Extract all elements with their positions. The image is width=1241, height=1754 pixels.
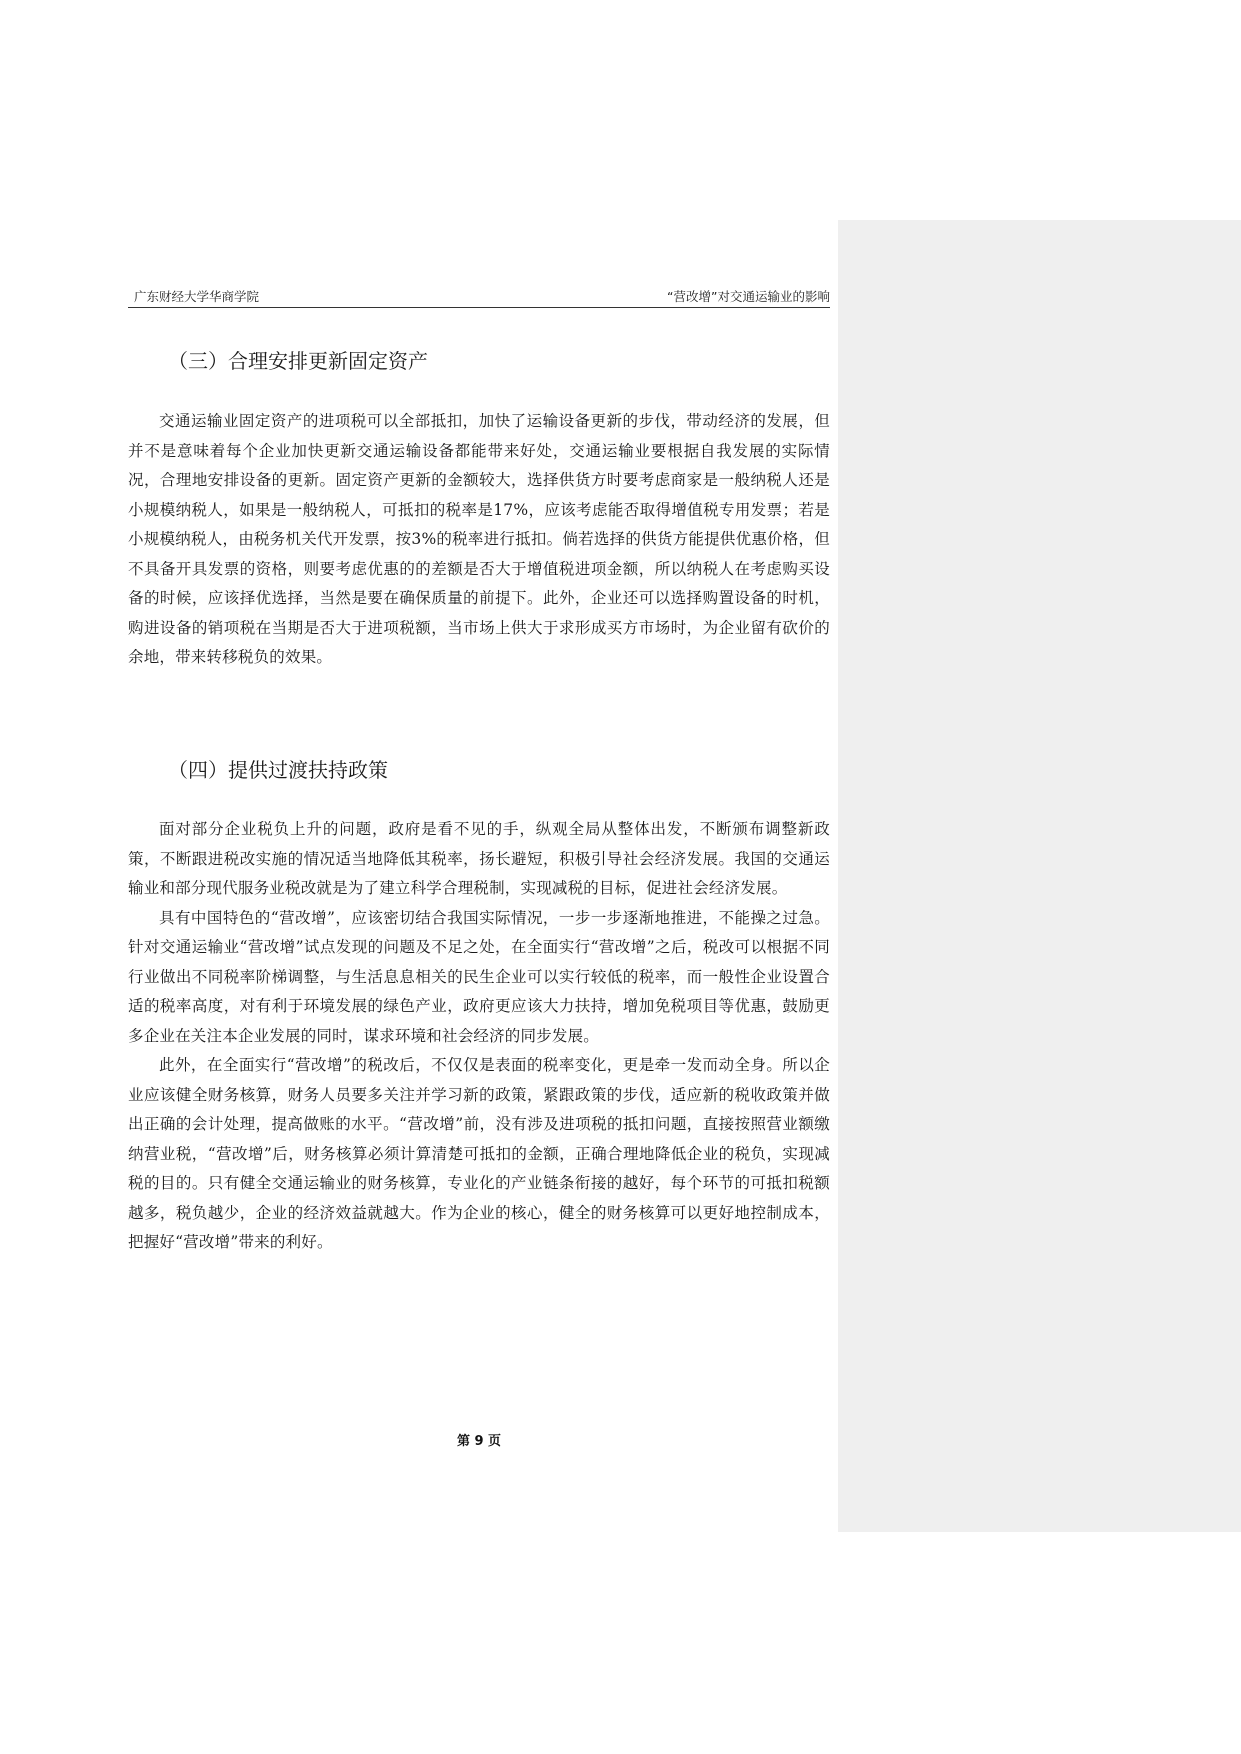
page-number: 第 9 页 xyxy=(456,1434,502,1449)
header-thesis-title: “营改增”对交通运输业的影响 xyxy=(667,289,830,304)
header-institution: 广东财经大学华商学院 xyxy=(134,289,260,304)
paragraph: 具有中国特色的“营改增”，应该密切结合我国实际情况，一步一步逐渐地推进，不能操之过急。针对交通运输业“营改增”试点发现的问题及不足之处，在全面实行“营改增”之后，税改可以根据不同行业做出不同税率阶梯调整，与生活息息相关的民生企业可以实行较低的税率，而一般性企业设置合适的税率高度，对有利于环境发展的绿色产业，政府更应该大力扶持，增加免税项目等优惠，鼓励更多企业在关注本企业发展的同时，谋求环境和社会经济的同步发展。 xyxy=(128,908,830,1045)
page-header xyxy=(128,285,830,308)
paragraph: 面对部分企业税负上升的问题，政府是看不见的手，纵观全局从整体出发，不断颁布调整新政策，不断跟进税改实施的情况适当地降低其税率，扬长避短，积极引导社会经济发展。我国的交通运输业和部分现代服务业税改就是为了建立科学合理税制，实现减税的目标，促进社会经济发展。 xyxy=(128,820,830,897)
comment-margin-pane xyxy=(838,220,1241,1532)
section-3-body xyxy=(128,407,830,673)
paragraph: 交通运输业固定资产的进项税可以全部抵扣，加快了运输设备更新的步伐，带动经济的发展，但并不是意味着每个企业加快更新交通运输设备都能带来好处，交通运输业要根据自我发展的实际情况，合理地安排设备的更新。固定资产更新的金额较大，选择供货方时要考虑商家是一般纳税人还是小规模纳税人，如果是一般纳税人，可抵扣的税率是17%，应该考虑能否取得增值税专用发票；若是小规模纳税人，由税务机关代开发票，按3%的税率进行抵扣。倘若选择的供货方能提供优惠价格，但不具备开具发票的资格，则要考虑优惠的的差额是否大于增值税进项金额，所以纳税人在考虑购买设备的时候，应该择优选择，当然是要在确保质量的前提下。此外，企业还可以选择购置设备的时机，购进设备的销项税在当期是否大于进项税额，当市场上供大于求形成买方市场时，为企业留有砍价的余地，带来转移税负的效果。 xyxy=(128,412,830,666)
paragraph: 此外，在全面实行“营改增”的税改后，不仅仅是表面的税率变化，更是牵一发而动全身。所以企业应该健全财务核算，财务人员要多关注并学习新的政策，紧跟政策的步伐，适应新的税收政策并做出正确的会计处理，提高做账的水平。“营改增”前，没有涉及进项税的抵扣问题，直接按照营业额缴纳营业税，“营改增”后，财务核算必须计算清楚可抵扣的金额，正确合理地降低企业的税负，实现减税的目的。只有健全交通运输业的财务核算，专业化的产业链条衔接的越好，每个环节的可抵扣税额越多，税负越少，企业的经济效益就越大。作为企业的核心，健全的财务核算可以更好地控制成本，把握好“营改增”带来的利好。 xyxy=(128,1056,830,1251)
section-heading-4: （四）提供过渡扶持政策 xyxy=(168,758,388,782)
document-page xyxy=(128,285,830,1251)
section-heading-3: （三）合理安排更新固定资产 xyxy=(168,349,428,373)
section-4-body xyxy=(128,815,830,1258)
